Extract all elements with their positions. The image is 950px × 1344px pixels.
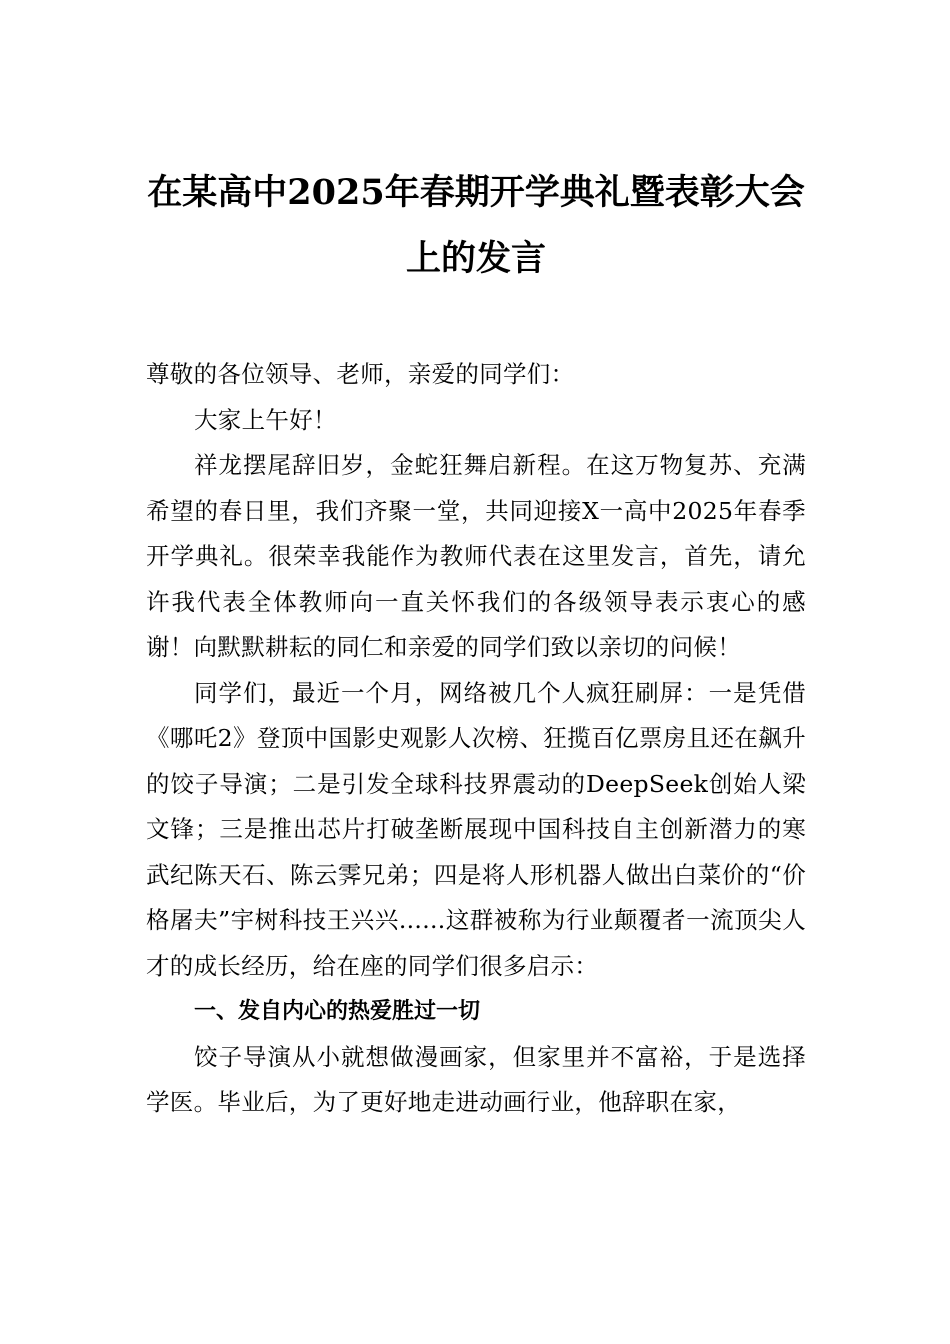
paragraph-section-one: 饺子导演从小就想做漫画家，但家里并不富裕，于是选择学医。毕业后，为了更好地走进动画行业，他辞职在家， (146, 1042, 806, 1116)
paragraph-opening: 祥龙摆尾辞旧岁，金蛇狂舞启新程。在这万物复苏、充满希望的春日里，我们齐聚一堂，共同迎接X一高中2025年春季开学典礼。很荣幸我能作为教师代表在这里发言，首先，请允许我代表全体教师向一直关怀我们的各级领导表示衷心的感谢！向默默耕耘的同仁和亲爱的同学们致以亲切的问候！ (146, 451, 806, 661)
title-spacer (146, 292, 806, 352)
paragraph-role-models: 同学们，最近一个月，网络被几个人疯狂刷屏：一是凭借《哪吒2》登顶中国影史观影人次榜、狂揽百亿票房且还在飙升的饺子导演；二是引发全球科技界震动的DeepSeek创始人梁文锋；三是推出芯片打破垄断展现中国科技自主创新潜力的寒武纪陈天石、陈云霁兄弟；四是将人形机器人做出白菜价的“价格屠夫”宇树科技王兴兴......这群被称为行业颠覆者一流顶尖人才的成长经历，给在座的同学们很多启示： (146, 678, 806, 980)
salutation: 尊敬的各位领导、老师，亲爱的同学们： (146, 360, 575, 388)
greeting: 大家上午好！ (194, 405, 337, 434)
document-title: 在某高中2025年春期开学典礼暨表彰大会上的发言 (147, 172, 805, 279)
document-page (146, 160, 806, 1126)
section-heading: 一、发自内心的热爱胜过一切 (194, 999, 481, 1024)
